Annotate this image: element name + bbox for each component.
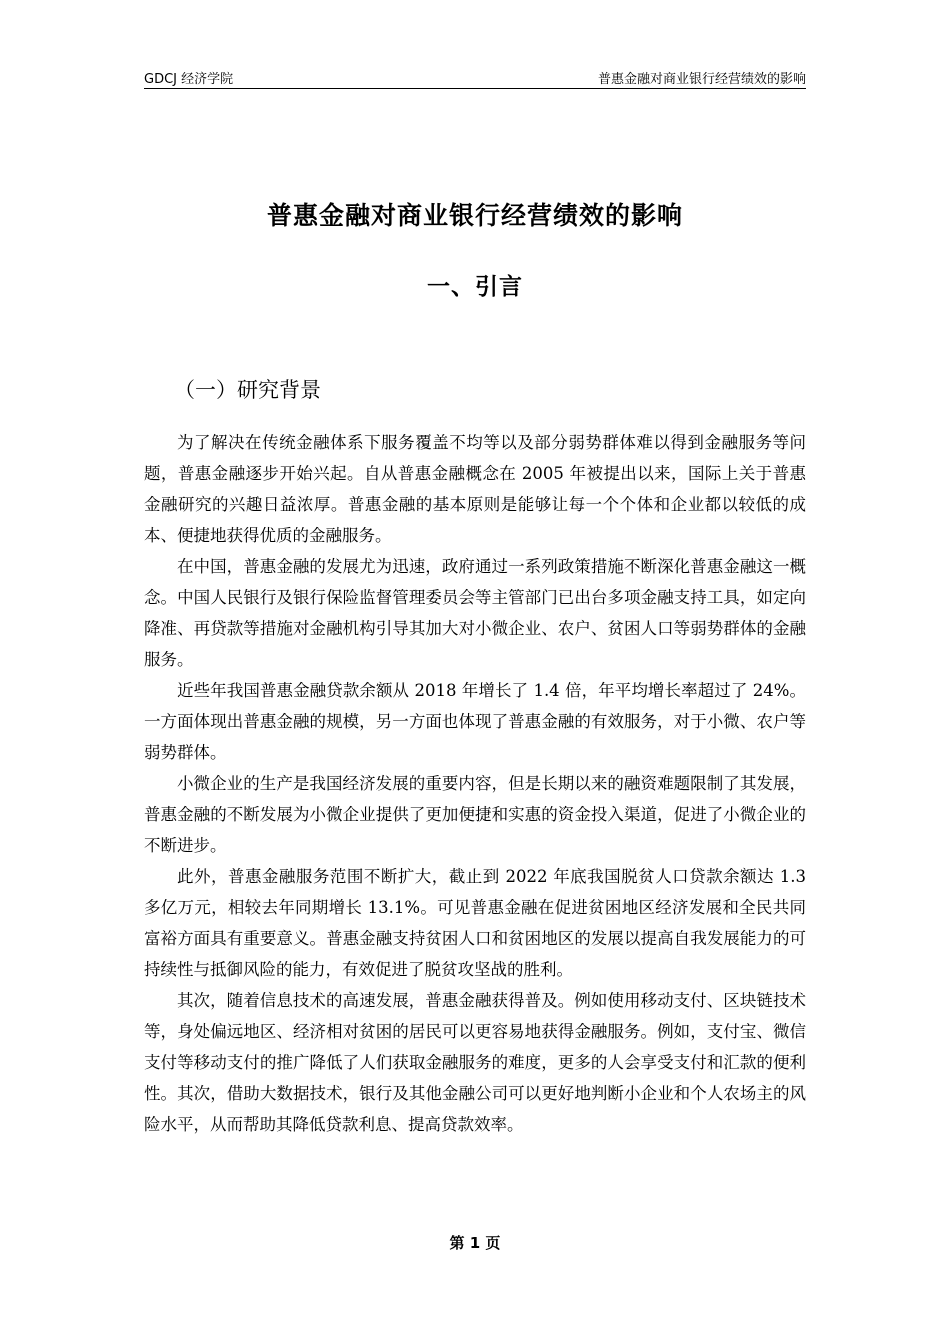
section-heading: 一、引言 bbox=[427, 274, 523, 300]
paragraph: 其次，随着信息技术的高速发展，普惠金融获得普及。例如使用移动支付、区块链技术等，身处偏远地区、经济相对贫困的居民可以更容易地获得金融服务。例如，支付宝、微信支付等移动支付的推广降低了人们获取金融服务的难度，更多的人会享受支付和汇款的便利性。其次，借助大数据技术，银行及其他金融公司可以更好地判断小企业和个人农场主的风险水平，从而帮助其降低贷款利息、提高贷款效率。 bbox=[144, 991, 806, 1134]
paragraph: 此外，普惠金融服务范围不断扩大，截止到 2022 年底我国脱贫人口贷款余额达 1.3 多亿万元，相较去年同期增长 13.1%。可见普惠金融在促进贫困地区经济发展和全民共同富裕方面具有重要意义。普惠金融支持贫困人口和贫困地区的发展以提高自我发展能力的可持续性与抵御风险的能力，有效促进了脱贫攻坚战的胜利。 bbox=[144, 867, 806, 979]
paragraph: 小微企业的生产是我国经济发展的重要内容，但是长期以来的融资难题限制了其发展，普惠金融的不断发展为小微企业提供了更加便捷和实惠的资金投入渠道，促进了小微企业的不断进步。 bbox=[144, 774, 806, 855]
subsection-heading: （一）研究背景 bbox=[174, 378, 321, 402]
page-header bbox=[144, 66, 806, 89]
header-running-title: 普惠金融对商业银行经营绩效的影响 bbox=[597, 72, 806, 87]
page-number: 第 1 页 bbox=[449, 1234, 501, 1252]
body-text bbox=[144, 427, 806, 1140]
paragraph: 近些年我国普惠金融贷款余额从 2018 年增长了 1.4 倍，年平均增长率超过了 24%。一方面体现出普惠金融的规模，另一方面也体现了普惠金融的有效服务，对于小微、农户等弱势群体。 bbox=[144, 681, 806, 762]
paragraph: 为了解决在传统金融体系下服务覆盖不均等以及部分弱势群体难以得到金融服务等问题，普惠金融逐步开始兴起。自从普惠金融概念在 2005 年被提出以来，国际上关于普惠金融研究的兴趣日益浓厚。普惠金融的基本原则是能够让每一个个体和企业都以较低的成本、便捷地获得优质的金融服务。 bbox=[144, 433, 806, 545]
header-institution: GDCJ 经济学院 bbox=[144, 72, 234, 87]
document-title: 普惠金融对商业银行经营绩效的影响 bbox=[266, 201, 683, 230]
paragraph: 在中国，普惠金融的发展尤为迅速，政府通过一系列政策措施不断深化普惠金融这一概念。中国人民银行及银行保险监督管理委员会等主管部门已出台多项金融支持工具，如定向降准、再贷款等措施对金融机构引导其加大对小微企业、农户、贫困人口等弱势群体的金融服务。 bbox=[144, 557, 806, 669]
